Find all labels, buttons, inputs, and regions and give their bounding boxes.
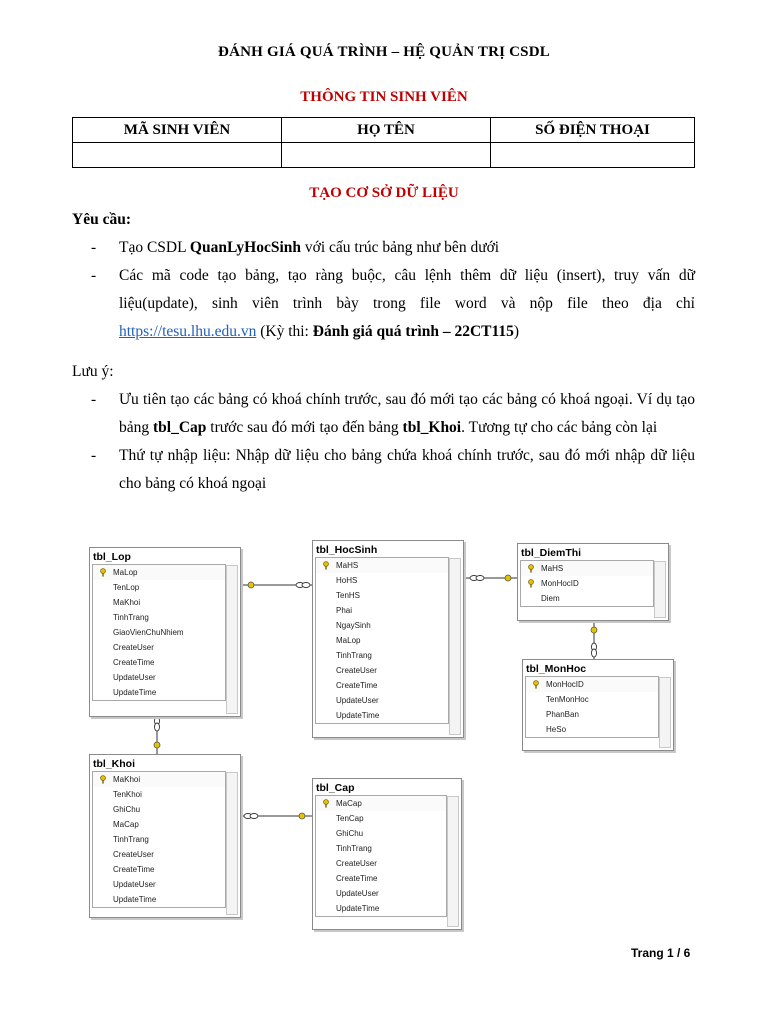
- column-name: UpdateTime: [113, 895, 157, 904]
- column-row[interactable]: [93, 787, 225, 802]
- primary-key-icon: [322, 799, 330, 808]
- column-row[interactable]: [316, 693, 448, 708]
- table-tbl-khoi[interactable]: [89, 754, 241, 918]
- column-name: MonHocID: [546, 680, 584, 689]
- student-info-title: THÔNG TIN SINH VIÊN: [300, 89, 468, 105]
- column-list: [520, 560, 654, 607]
- column-name: MaLop: [336, 636, 361, 645]
- column-name: UpdateTime: [336, 711, 380, 720]
- column-name: MaCap: [336, 799, 362, 808]
- header-student-id: MÃ SINH VIÊN: [73, 118, 282, 143]
- column-name: GiaoVienChuNhiem: [113, 628, 184, 637]
- column-name: UpdateUser: [113, 880, 156, 889]
- column-row[interactable]: [526, 722, 658, 737]
- column-name: GhiChu: [336, 829, 364, 838]
- primary-key-icon: [527, 564, 535, 573]
- column-row[interactable]: [93, 595, 225, 610]
- primary-key-icon: [99, 775, 107, 784]
- column-row[interactable]: [521, 561, 653, 576]
- column-row[interactable]: [93, 685, 225, 700]
- column-row[interactable]: [93, 847, 225, 862]
- column-list: [525, 676, 659, 738]
- column-name: CreateTime: [336, 874, 378, 883]
- requirements-block: [72, 206, 695, 346]
- column-name: TenCap: [336, 814, 364, 823]
- table-name: tbl_DiemThi: [521, 547, 582, 559]
- column-name: UpdateUser: [336, 696, 379, 705]
- column-name: MaKhoi: [113, 598, 141, 607]
- key-end-icon: [505, 575, 511, 581]
- column-row[interactable]: [316, 856, 446, 871]
- scrollbar[interactable]: [654, 561, 666, 618]
- column-row[interactable]: [93, 832, 225, 847]
- column-name: MaHS: [336, 561, 359, 570]
- table-tbl-hocsinh[interactable]: [312, 540, 464, 738]
- cell-phone[interactable]: [491, 143, 695, 168]
- column-list: [315, 557, 449, 724]
- infinity-end-icon: [244, 814, 252, 819]
- scrollbar[interactable]: [447, 796, 459, 927]
- column-name: GhiChu: [113, 805, 141, 814]
- column-row[interactable]: [316, 901, 446, 916]
- column-row[interactable]: [526, 677, 658, 692]
- column-row[interactable]: [316, 648, 448, 663]
- column-row[interactable]: [316, 811, 446, 826]
- table-name: tbl_Khoi: [93, 758, 135, 770]
- column-row[interactable]: [93, 655, 225, 670]
- infinity-end-icon: [470, 576, 478, 581]
- infinity-end-icon: [296, 583, 304, 588]
- column-row[interactable]: [316, 588, 448, 603]
- column-name: NgaySinh: [336, 621, 371, 630]
- notes-block: [72, 358, 695, 498]
- header-full-name: HỌ TÊN: [282, 118, 491, 143]
- primary-key-icon: [527, 579, 535, 588]
- column-row[interactable]: [316, 796, 446, 811]
- column-row[interactable]: [521, 576, 653, 591]
- notes-label: Lưu ý:: [72, 363, 114, 380]
- column-row[interactable]: [316, 708, 448, 723]
- column-row[interactable]: [316, 573, 448, 588]
- column-row[interactable]: [521, 591, 653, 606]
- column-row[interactable]: [316, 826, 446, 841]
- column-row[interactable]: [316, 603, 448, 618]
- column-name: TinhTrang: [336, 651, 372, 660]
- table-tbl-lop[interactable]: [89, 547, 241, 717]
- create-db-title: TẠO CƠ SỞ DỮ LIỆU: [309, 185, 459, 201]
- column-row[interactable]: [93, 862, 225, 877]
- column-name: MaHS: [541, 564, 564, 573]
- column-row[interactable]: [93, 580, 225, 595]
- column-row[interactable]: [93, 817, 225, 832]
- column-row[interactable]: [316, 663, 448, 678]
- scrollbar[interactable]: [449, 558, 461, 735]
- cell-student-id[interactable]: [73, 143, 282, 168]
- column-row[interactable]: [316, 871, 446, 886]
- column-name: TenMonHoc: [546, 695, 589, 704]
- column-name: TinhTrang: [336, 844, 372, 853]
- column-list: [92, 771, 226, 908]
- page-title: ĐÁNH GIÁ QUÁ TRÌNH – HỆ QUẢN TRỊ CSDL: [218, 44, 550, 60]
- column-row[interactable]: [93, 610, 225, 625]
- column-row[interactable]: [526, 692, 658, 707]
- column-name: UpdateUser: [336, 889, 379, 898]
- table-name: tbl_Lop: [93, 551, 131, 563]
- column-name: TenKhoi: [113, 790, 142, 799]
- column-row[interactable]: [316, 618, 448, 633]
- page-number: Trang 1 / 6: [631, 946, 691, 960]
- scrollbar[interactable]: [226, 565, 238, 714]
- column-name: MaKhoi: [113, 775, 141, 784]
- key-end-icon: [591, 627, 597, 633]
- requirements-label: Yêu cầu:: [72, 211, 131, 228]
- column-name: UpdateTime: [336, 904, 380, 913]
- column-name: TenLop: [113, 583, 140, 592]
- column-row[interactable]: [93, 772, 225, 787]
- requirement-item: - Các mã code tạo bảng, tạo ràng buộc, câu lệnh thêm dữ liệu (insert), truy vấn dữ liệu(update), sinh viên trình bày trong file word và nộp file theo địa chỉ https://tesu.lhu.edu.vn (Kỳ thi: Đánh giá quá trình – 22CT115): [91, 267, 695, 340]
- column-row[interactable]: [93, 670, 225, 685]
- column-name: PhanBan: [546, 710, 579, 719]
- table-name: tbl_HocSinh: [316, 544, 378, 556]
- column-row[interactable]: [93, 640, 225, 655]
- column-name: Diem: [541, 594, 560, 603]
- column-name: TinhTrang: [113, 835, 149, 844]
- column-name: MaCap: [113, 820, 139, 829]
- column-name: UpdateUser: [113, 673, 156, 682]
- key-end-icon: [154, 742, 160, 748]
- column-name: CreateUser: [336, 859, 377, 868]
- column-name: CreateUser: [336, 666, 377, 675]
- column-list: [315, 795, 447, 917]
- column-row[interactable]: [93, 877, 225, 892]
- column-name: MaLop: [113, 568, 138, 577]
- column-row[interactable]: [316, 558, 448, 573]
- column-name: TenHS: [336, 591, 361, 600]
- scrollbar[interactable]: [659, 677, 671, 748]
- primary-key-icon: [532, 680, 540, 689]
- column-name: CreateUser: [113, 643, 154, 652]
- column-name: HeSo: [546, 725, 567, 734]
- table-row: [73, 143, 695, 168]
- note-item: - Thứ tự nhập liệu: Nhập dữ liệu cho bảng chứa khoá chính trước, sau đó mới nhập dữ liệu cho bảng có khoá ngoại: [91, 447, 695, 492]
- infinity-end-icon: [592, 643, 597, 651]
- table-tbl-diemthi[interactable]: [517, 543, 669, 621]
- table-tbl-cap[interactable]: [312, 778, 462, 930]
- column-name: CreateUser: [113, 850, 154, 859]
- column-row[interactable]: [526, 707, 658, 722]
- scrollbar[interactable]: [226, 772, 238, 915]
- column-row[interactable]: [316, 633, 448, 648]
- header-phone: SỐ ĐIỆN THOẠI: [491, 118, 695, 143]
- column-row[interactable]: [93, 892, 225, 907]
- column-list: [92, 564, 226, 701]
- column-row[interactable]: [316, 678, 448, 693]
- cell-full-name[interactable]: [282, 143, 491, 168]
- table-tbl-monhoc[interactable]: [522, 659, 674, 751]
- column-row[interactable]: [316, 886, 446, 901]
- submit-link[interactable]: https://tesu.lhu.edu.vn: [119, 323, 257, 340]
- table-header-row: [73, 118, 695, 143]
- column-name: CreateTime: [113, 865, 155, 874]
- column-name: CreateTime: [113, 658, 155, 667]
- column-name: MonHocID: [541, 579, 579, 588]
- infinity-end-icon: [155, 717, 160, 725]
- column-name: UpdateTime: [113, 688, 157, 697]
- column-name: Phai: [336, 606, 353, 615]
- key-end-icon: [299, 813, 305, 819]
- column-row[interactable]: [316, 841, 446, 856]
- column-name: TinhTrang: [113, 613, 149, 622]
- requirement-item: - Tạo CSDL QuanLyHocSinh với cấu trúc bảng như bên dưới: [91, 239, 500, 256]
- student-info-table: [72, 117, 695, 168]
- column-name: HoHS: [336, 576, 358, 585]
- key-end-icon: [248, 582, 254, 588]
- primary-key-icon: [322, 561, 330, 570]
- column-row[interactable]: [93, 625, 225, 640]
- note-item: - Ưu tiên tạo các bảng có khoá chính trước, sau đó mới tạo các bảng có khoá ngoại. Ví dụ tạo bảng tbl_Cap trước sau đó mới tạo đến bảng tbl_Khoi. Tương tự cho các bảng còn lại: [91, 391, 695, 436]
- table-name: tbl_Cap: [316, 782, 355, 794]
- column-name: CreateTime: [336, 681, 378, 690]
- table-name: tbl_MonHoc: [526, 663, 587, 675]
- column-row[interactable]: [93, 802, 225, 817]
- primary-key-icon: [99, 568, 107, 577]
- column-row[interactable]: [93, 565, 225, 580]
